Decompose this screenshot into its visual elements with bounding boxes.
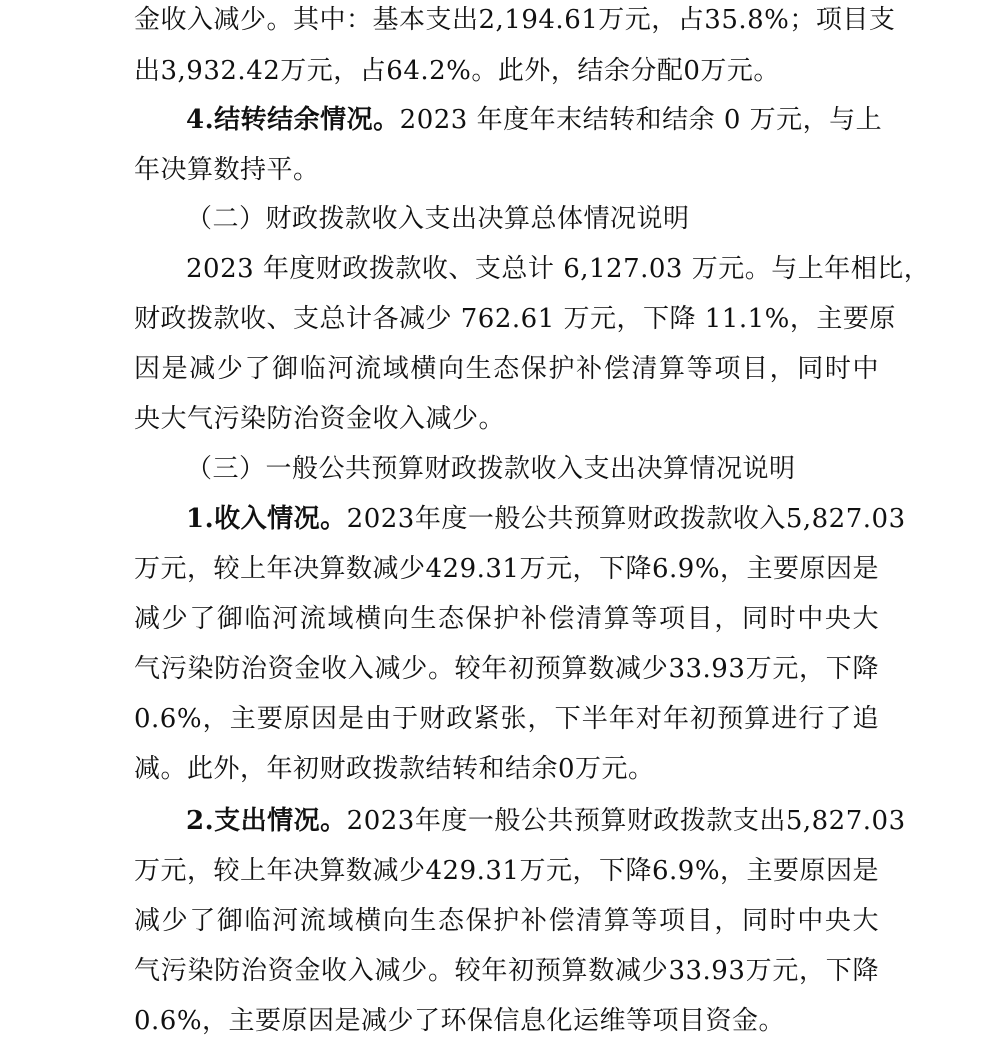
subsection-heading bbox=[134, 199, 879, 239]
line-text: 金收入减少。其中：基本支出2,194.61万元，占35.8%；项目支 bbox=[134, 5, 896, 35]
subsection-heading bbox=[134, 449, 879, 489]
line-text: 2023 年度年末结转和结余 0 万元，与上 bbox=[399, 105, 883, 135]
paragraph-first-line bbox=[134, 499, 906, 539]
section-heading: 2.支出情况。 bbox=[186, 806, 347, 836]
line-text: 2023年度一般公共预算财政拨款支出5,827.03 bbox=[346, 806, 906, 836]
line-text: 减少了御临河流域横向生态保护补偿清算等项目，同时中央大 bbox=[134, 604, 879, 634]
text-line bbox=[134, 649, 879, 689]
text-line bbox=[134, 1001, 879, 1041]
text-line bbox=[134, 399, 879, 439]
line-text: 气污染防治资金收入减少。较年初预算数减少33.93万元，下降 bbox=[134, 956, 879, 986]
text-line bbox=[134, 699, 879, 739]
subsection-title: （二）财政拨款收入支出决算总体情况说明 bbox=[186, 204, 690, 234]
text-line bbox=[134, 901, 879, 941]
section-heading: 4.结转结余情况。 bbox=[186, 105, 400, 135]
line-text: 年决算数持平。 bbox=[134, 155, 320, 185]
line-text: 2023 年度财政拨款收、支总计 6,127.03 万元。与上年相比， bbox=[186, 254, 931, 284]
line-text: 因是减少了御临河流域横向生态保护补偿清算等项目，同时中 bbox=[134, 354, 879, 384]
text-line bbox=[134, 851, 879, 891]
paragraph-first-line bbox=[134, 100, 883, 140]
section-heading: 1.收入情况。 bbox=[186, 504, 347, 534]
line-text: 0.6%，主要原因是减少了环保信息化运维等项目资金。 bbox=[134, 1006, 786, 1036]
text-line bbox=[134, 299, 896, 339]
line-text: 央大气污染防治资金收入减少。 bbox=[134, 404, 506, 434]
paragraph-first-line bbox=[134, 249, 931, 289]
line-text: 出3,932.42万元，占64.2%。此外，结余分配0万元。 bbox=[134, 56, 780, 86]
text-line bbox=[134, 150, 879, 190]
text-line bbox=[134, 599, 879, 639]
line-text: 减少了御临河流域横向生态保护补偿清算等项目，同时中央大 bbox=[134, 906, 879, 936]
line-text: 2023年度一般公共预算财政拨款收入5,827.03 bbox=[346, 504, 906, 534]
text-line bbox=[134, 749, 879, 789]
text-line bbox=[134, 349, 879, 389]
paragraph-first-line bbox=[134, 801, 906, 841]
line-text: 0.6%，主要原因是由于财政紧张，下半年对年初预算进行了追 bbox=[134, 704, 879, 734]
line-text: 万元，较上年决算数减少429.31万元，下降6.9%，主要原因是 bbox=[134, 554, 880, 584]
line-text: 财政拨款收、支总计各减少 762.61 万元，下降 11.1%，主要原 bbox=[134, 304, 896, 334]
text-line bbox=[134, 0, 896, 40]
line-text: 万元，较上年决算数减少429.31万元，下降6.9%，主要原因是 bbox=[134, 856, 880, 886]
line-text: 气污染防治资金收入减少。较年初预算数减少33.93万元，下降 bbox=[134, 654, 879, 684]
subsection-title: （三）一般公共预算财政拨款收入支出决算情况说明 bbox=[186, 454, 796, 484]
text-line bbox=[134, 51, 879, 91]
text-line bbox=[134, 951, 879, 991]
line-text: 减。此外，年初财政拨款结转和结余0万元。 bbox=[134, 754, 655, 784]
text-line bbox=[134, 549, 879, 589]
